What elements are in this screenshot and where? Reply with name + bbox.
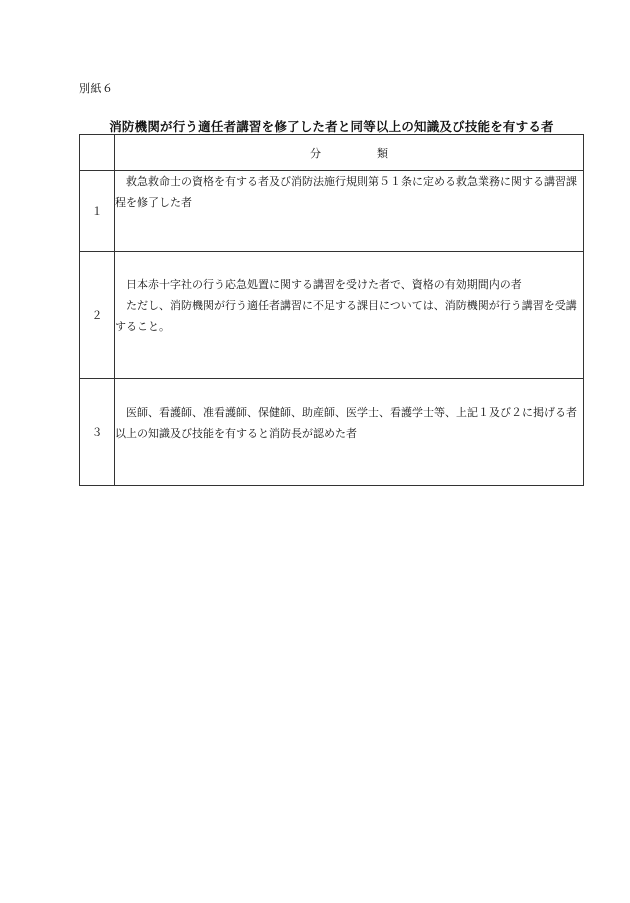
header-category-cell (115, 135, 584, 171)
criteria-table (79, 134, 584, 486)
category-header (310, 145, 388, 161)
row-description (115, 379, 584, 486)
description-paragraph: ただし、消防機関が行う適任者講習に不足する課目については、消防機関が行う講習を受講すること。 (115, 299, 577, 333)
table-row (80, 379, 584, 486)
header-number-cell (80, 135, 115, 171)
category-header-char-2: 類 (377, 146, 388, 160)
category-header-char-1: 分 (310, 146, 321, 160)
row-description (115, 171, 584, 252)
row-description (115, 252, 584, 379)
table-row (80, 252, 584, 379)
row-number: ２ (80, 252, 115, 379)
row-number: １ (80, 171, 115, 252)
document-title: 消防機関が行う適任者講習を修了した者と同等以上の知識及び技能を有する者 (109, 119, 554, 134)
table-row (80, 171, 584, 252)
row-number: ３ (80, 379, 115, 486)
description-paragraph: 救急救命士の資格を有する者及び消防法施行規則第５１条に定める救急業務に関する講習課程を修了した者 (115, 175, 577, 209)
description-paragraph: 医師、看護師、准看護師、保健師、助産師、医学士、看護学士等、上記１及び２に掲げる者以上の知識及び技能を有すると消防長が認めた者 (115, 406, 577, 440)
description-paragraph: 日本赤十字社の行う応急処置に関する講習を受けた者で、資格の有効期間内の者 (126, 278, 522, 291)
table-header-row (80, 135, 584, 171)
attachment-label: 別紙６ (79, 82, 114, 95)
